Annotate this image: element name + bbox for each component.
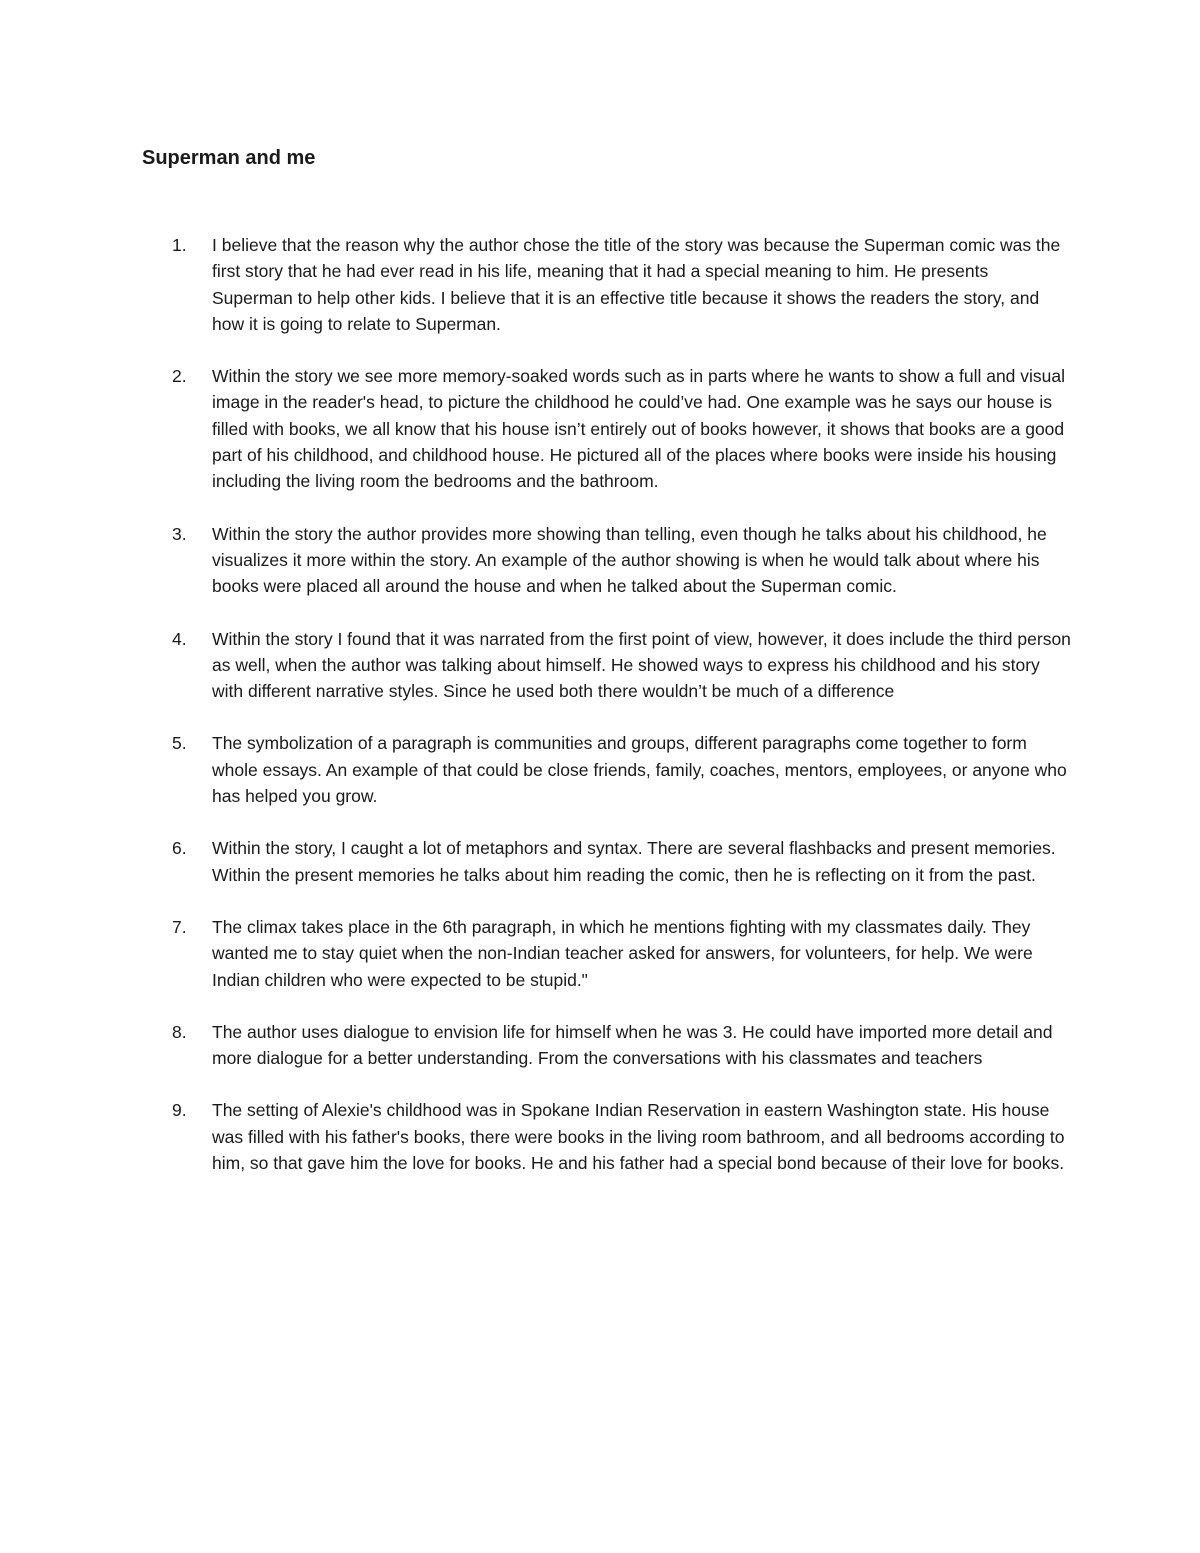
list-item <box>0 521 1200 600</box>
item-text: Within the story the author provides more showing than telling, even though he talks about his childhood, he visualizes it more within the story. An example of the author showing is when he would talk about where his books were placed all around the house and when he talked about the Superman comic. <box>212 523 1047 597</box>
item-text: Within the story, I caught a lot of metaphors and syntax. There are several flashbacks and present memories. Within the present memories he talks about him reading the comic, then he is reflecting on it from the past. <box>212 838 1056 885</box>
answer-list <box>0 232 1200 1202</box>
item-number: 5. <box>172 733 187 754</box>
item-number: 6. <box>172 838 187 859</box>
item-text: The climax takes place in the 6th paragraph, in which he mentions fighting with my classmates daily. They wanted me to stay quiet when the non-Indian teacher asked for answers, for volunteers, for help. We were Indian children who were expected to be stupid." <box>212 916 1033 990</box>
list-item <box>0 1097 1200 1176</box>
item-text: Within the story I found that it was narrated from the first point of view, however, it does include the third person as well, when the author was talking about himself. He showed ways to express his childhood and his story with different narrative styles. Since he used both there wouldn’t be much of a difference <box>212 628 1071 702</box>
item-text: The author uses dialogue to envision life for himself when he was 3. He could have imported more detail and more dialogue for a better understanding. From the conversations with his classmates and teachers <box>212 1021 1053 1069</box>
item-number: 2. <box>172 366 187 387</box>
item-text: Within the story we see more memory-soaked words such as in parts where he wants to show a full and visual image in the reader's head, to picture the childhood he could’ve had. One example was he says our house is filled with books, we all know that his house isn’t entirely out of books however, it shows that books are a good part of his childhood, and childhood house. He pictured all of the places where books were inside his housing including the living room the bedrooms and the bathroom. <box>212 366 1066 492</box>
item-text: I believe that the reason why the author chose the title of the story was because the Superman comic was the first story that he had ever read in his life, meaning that it had a special meaning to him. He presents Superman to help other kids. I believe that it is an effective title because it shows the readers the story, and how it is going to relate to Superman. <box>212 235 1061 334</box>
list-item <box>0 914 1200 993</box>
list-item <box>0 835 1200 888</box>
item-number: 7. <box>172 916 187 937</box>
document-title: Superman and me <box>142 147 316 169</box>
item-text: The setting of Alexie's childhood was in Spokane Indian Reservation in eastern Washington state. His house was filled with his father's books, there were books in the living room bathroom, and all bedrooms according to him, so that gave him the love for books. He and his father had a special bond because of their love for books. <box>212 1100 1065 1174</box>
item-number: 1. <box>172 235 187 255</box>
list-item <box>0 626 1200 705</box>
item-number: 3. <box>172 523 187 544</box>
list-item <box>0 730 1200 809</box>
item-number: 9. <box>172 1100 187 1121</box>
item-number: 4. <box>172 628 187 649</box>
item-text: The symbolization of a paragraph is communities and groups, different paragraphs come together to form whole essays. An example of that could be close friends, family, coaches, mentors, employees, or anyone who has helped you grow. <box>212 733 1067 807</box>
list-item <box>0 232 1200 337</box>
item-number: 8. <box>172 1021 187 1042</box>
list-item <box>0 363 1200 494</box>
list-item <box>0 1019 1200 1072</box>
